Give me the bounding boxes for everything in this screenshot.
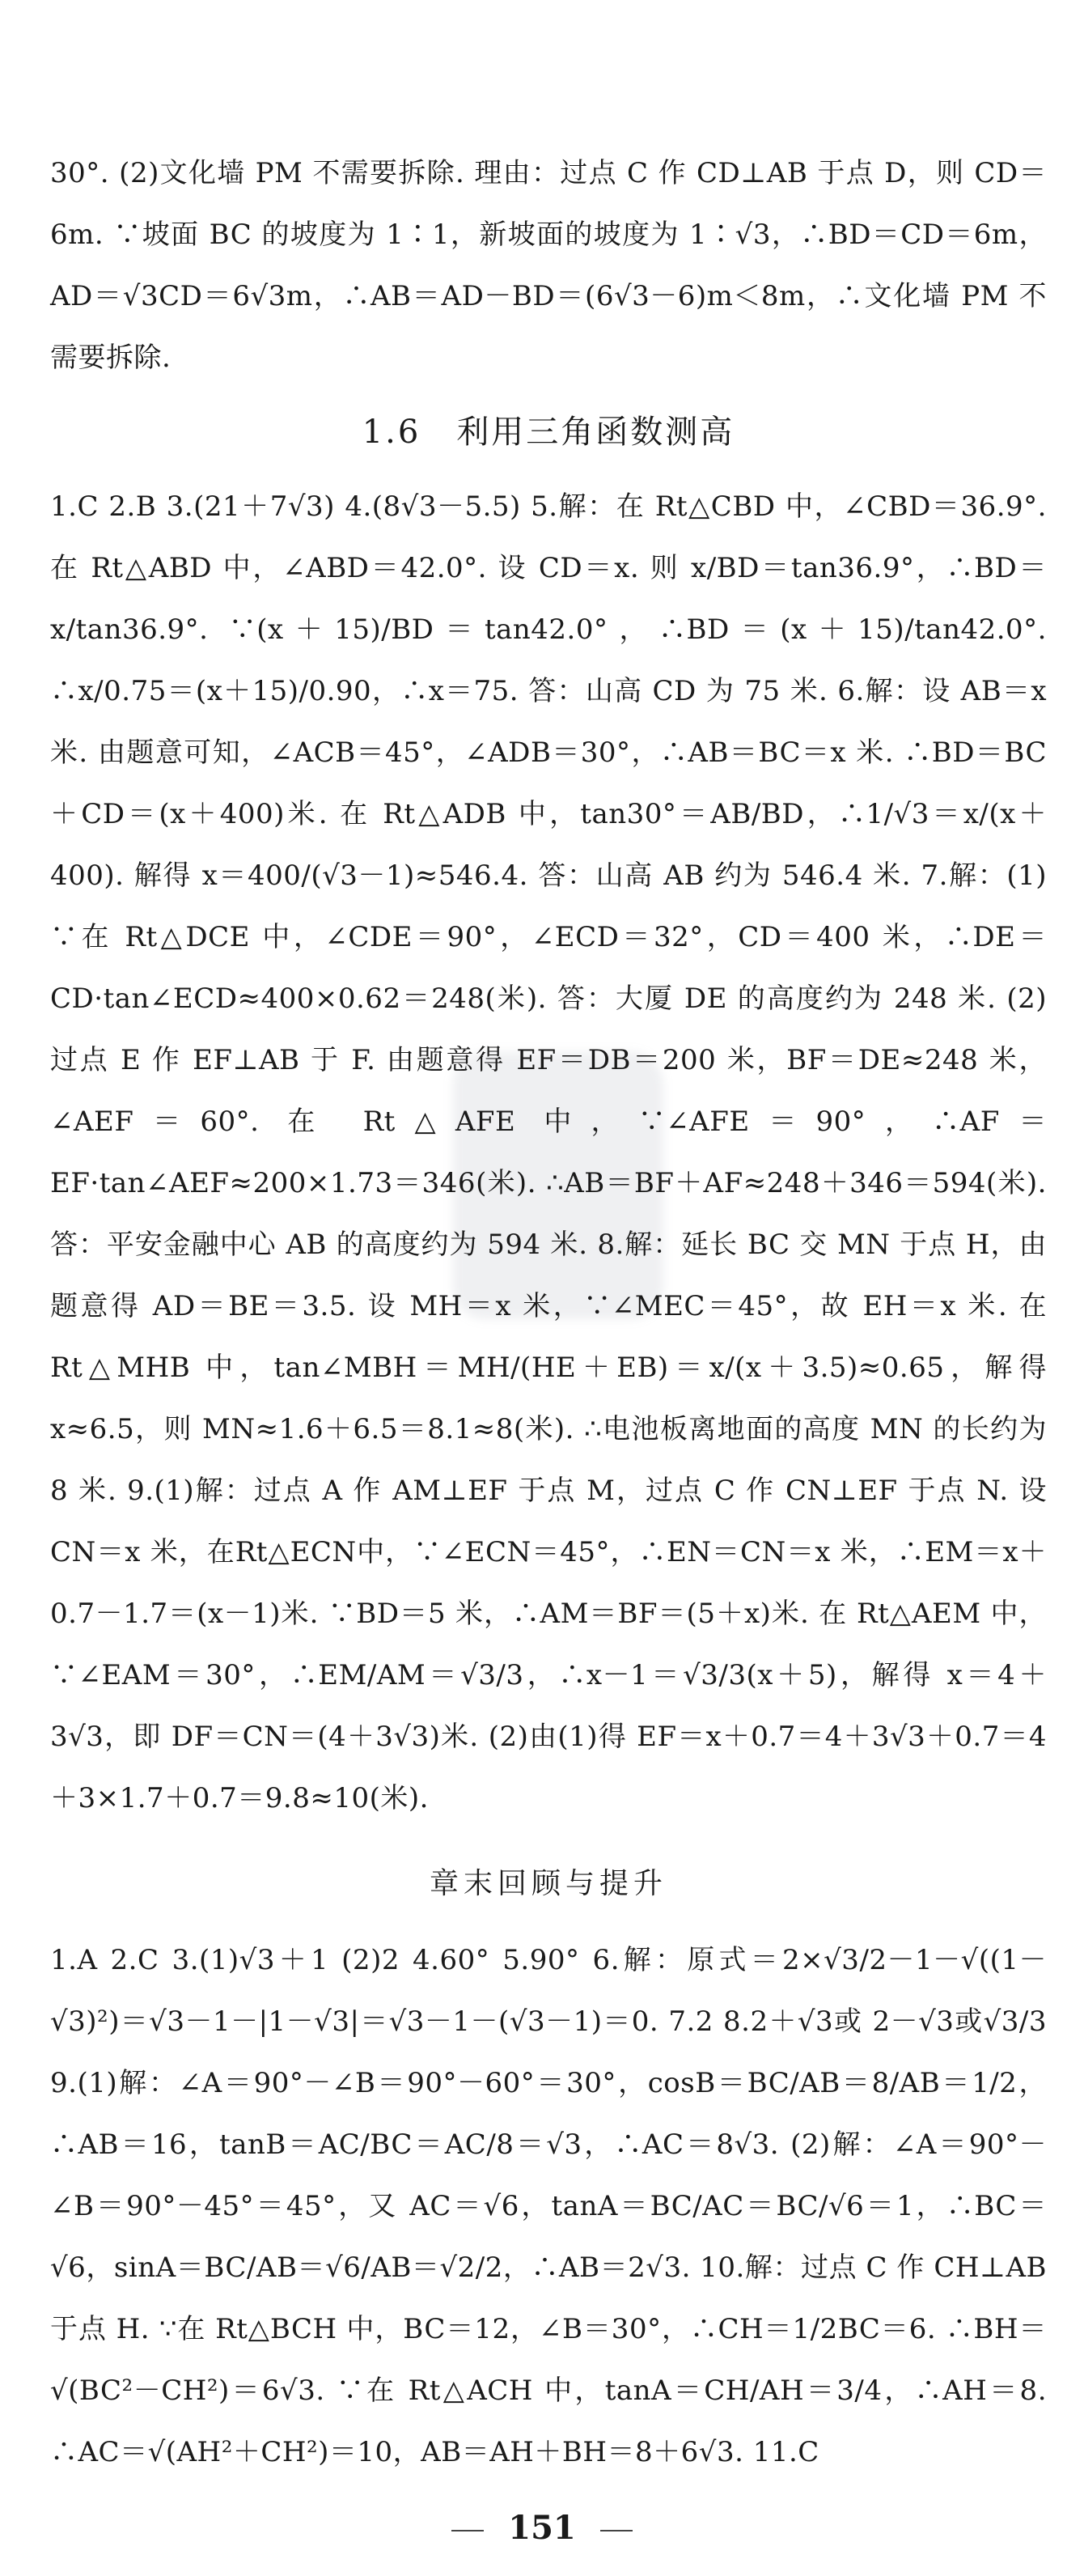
page-number-left-dash	[451, 2530, 484, 2531]
chapter-review-title: 章末回顾与提升	[429, 1867, 667, 1900]
answer-page	[50, 142, 1047, 2483]
page-number	[0, 2509, 1084, 2547]
page-number-value: 151	[508, 2509, 576, 2547]
continued-answer-paragraph: 30°. (2)文化墙 PM 不需要拆除. 理由：过点 C 作 CD⊥AB 于点 D，则 CD＝6m. ∵坡面 BC 的坡度为 1∶1，新坡面的坡度为 1∶√3，∴BD＝CD＝6m，AD＝√3CD＝6√3m，∴AB＝AD－BD＝(6√3－6)m＜8m，∴文化墙 PM 不需要拆除.	[50, 157, 1047, 374]
chapter-review-answers: 1.A 2.C 3.(1)√3＋1 (2)2 4.60° 5.90° 6.解：原式＝2×√3/2－1－√((1－√3)²)＝√3－1－|1－√3|＝√3－1－(√3－1)＝0. 7.2 8.2＋√3或 2－√3或√3/3 9.(1)解：∠A＝90°－∠B＝90°－60°＝30°，cosB＝BC/AB＝8/AB＝1/2，∴AB＝16，tanB＝AC/BC＝AC/8＝√3，∴AC＝8√3. (2)解：∠A＝90°－∠B＝90°－45°＝45°，又 AC＝√6，tanA＝BC/AC＝BC/√6＝1，∴BC＝√6，sinA＝BC/AB＝√6/AB＝√2/2，∴AB＝2√3. 10.解：过点 C 作 CH⊥AB 于点 H. ∵在 Rt△BCH 中，BC＝12，∠B＝30°，∴CH＝1/2BC＝6. ∴BH＝√(BC²－CH²)＝6√3. ∵在 Rt△ACH 中，tanA＝CH/AH＝3/4，∴AH＝8. ∴AC＝√(AH²＋CH²)＝10，AB＝AH＋BH＝8＋6√3. 11.C	[50, 1944, 1047, 2468]
section-1-6-answers: 1.C 2.B 3.(21＋7√3) 4.(8√3－5.5) 5.解：在 Rt△CBD 中，∠CBD＝36.9°. 在 Rt△ABD 中，∠ABD＝42.0°. 设 CD＝x. 则 x/BD＝tan36.9°，∴BD＝x/tan36.9°. ∵(x＋15)/BD＝tan42.0°，∴BD＝(x＋15)/tan42.0°. ∴x/0.75＝(x＋15)/0.90，∴x＝75. 答：山高 CD 为 75 米. 6.解：设 AB＝x 米. 由题意可知，∠ACB＝45°，∠ADB＝30°，∴AB＝BC＝x 米. ∴BD＝BC＋CD＝(x＋400)米. 在 Rt△ADB 中，tan30°＝AB/BD，∴1/√3＝x/(x＋400). 解得 x＝400/(√3－1)≈546.4. 答：山高 AB 约为 546.4 米. 7.解：(1) ∵在 Rt△DCE 中，∠CDE＝90°，∠ECD＝32°，CD＝400 米，∴DE＝CD·tan∠ECD≈400×0.62＝248(米). 答：大厦 DE 的高度约为 248 米. (2)过点 E 作 EF⊥AB 于 F. 由题意得 EF＝DB＝200 米，BF＝DE≈248 米，∠AEF＝60°. 在 Rt△AFE 中，∵∠AFE＝90°，∴AF＝EF·tan∠AEF≈200×1.73＝346(米). ∴AB＝BF＋AF≈248＋346＝594(米). 答：平安金融中心 AB 的高度约为 594 米. 8.解：延长 BC 交 MN 于点 H，由题意得 AD＝BE＝3.5. 设 MH＝x 米，∵∠MEC＝45°，故 EH＝x 米. 在 Rt△MHB 中，tan∠MBH＝MH/(HE＋EB)＝x/(x＋3.5)≈0.65，解得 x≈6.5，则 MN≈1.6＋6.5＝8.1≈8(米). ∴电池板离地面的高度 MN 的长约为 8 米. 9.(1)解：过点 A 作 AM⊥EF 于点 M，过点 C 作 CN⊥EF 于点 N. 设 CN＝x 米，在Rt△ECN中，∵∠ECN＝45°，∴EN＝CN＝x 米，∴EM＝x＋0.7－1.7＝(x－1)米. ∵BD＝5 米，∴AM＝BF＝(5＋x)米. 在 Rt△AEM 中，∵∠EAM＝30°，∴EM/AM＝√3/3，∴x－1＝√3/3(x＋5)，解得 x＝4＋3√3，即 DF＝CN＝(4＋3√3)米. (2)由(1)得 EF＝x＋0.7＝4＋3√3＋0.7＝4＋3×1.7＋0.7＝9.8≈10(米).	[50, 490, 1047, 1814]
page-number-right-dash	[600, 2530, 633, 2531]
section-title-text: 利用三角函数测高	[456, 414, 735, 451]
section-title-1-6	[50, 392, 1047, 473]
section-number: 1.6	[362, 414, 421, 451]
